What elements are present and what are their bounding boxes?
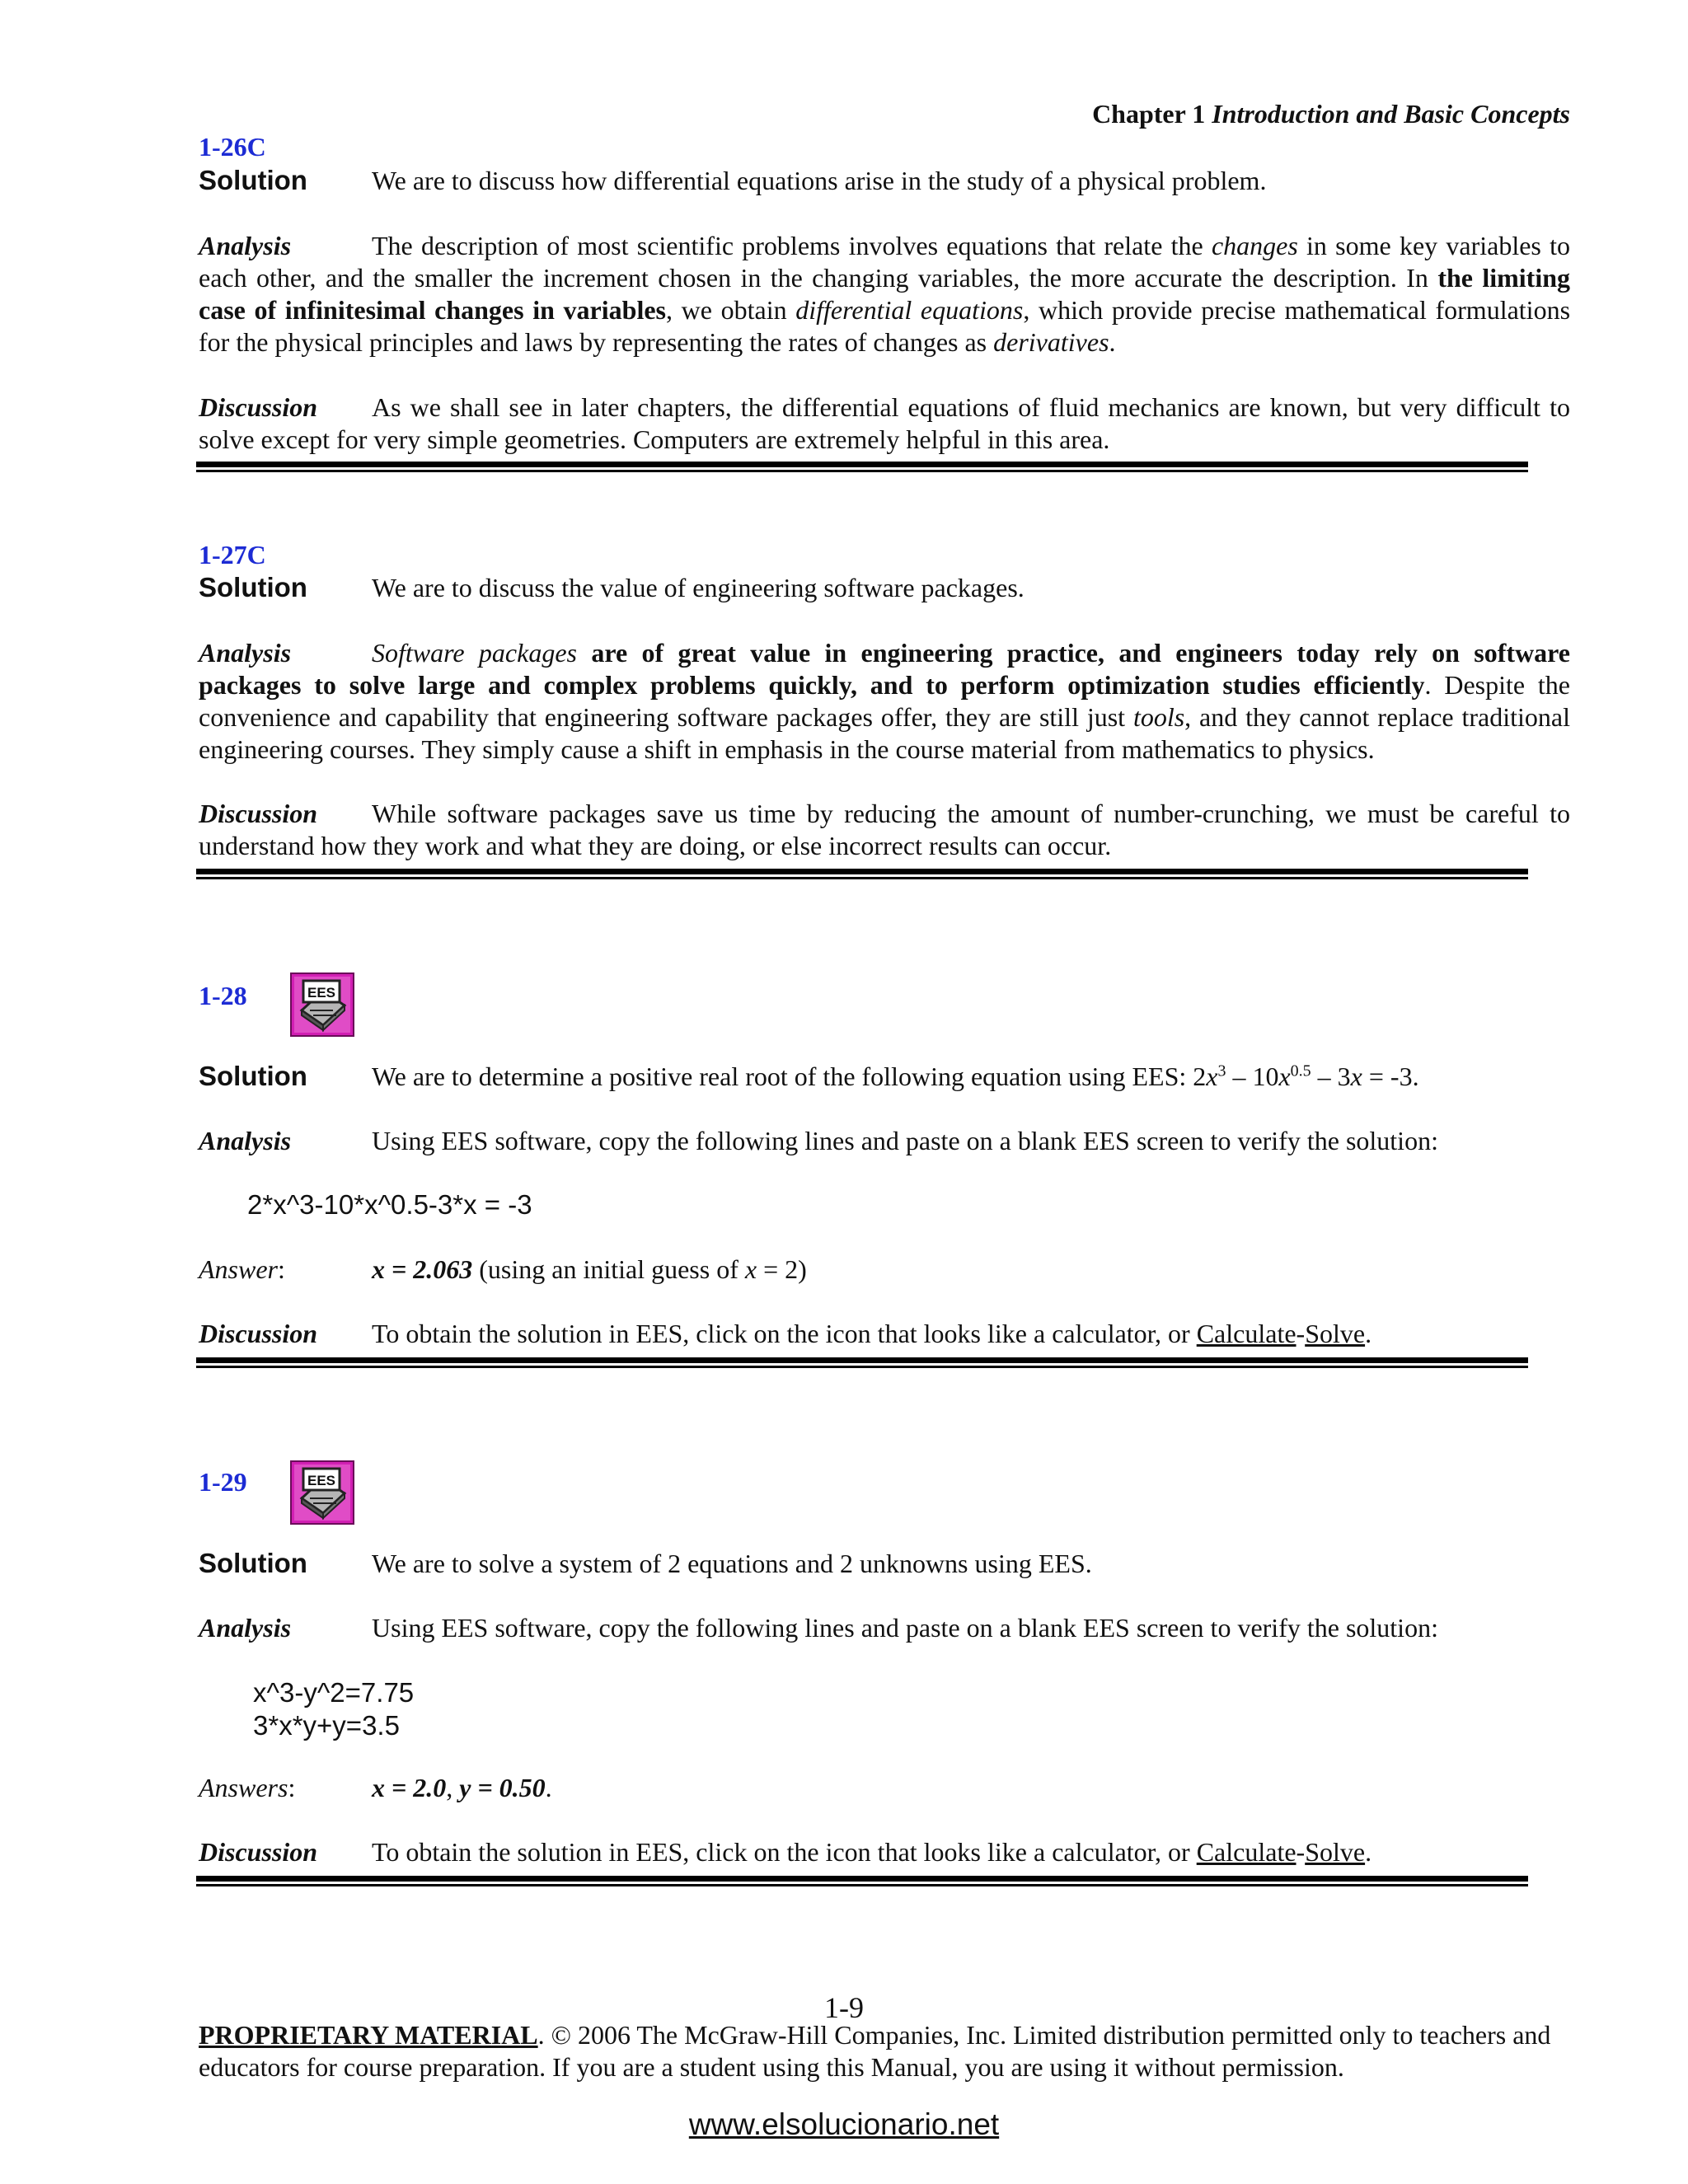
analysis-label: Analysis: [199, 1613, 292, 1643]
discussion-label: Discussion: [199, 1837, 318, 1867]
discussion-paragraph: [199, 391, 1570, 456]
answer-value: x = 2.0: [372, 1773, 447, 1802]
discussion-paragraph: [199, 798, 1570, 862]
menu-separator: -: [1296, 1319, 1306, 1348]
discussion-text: As we shall see in later chapters, the differential equations of fluid mechanics are known, but very difficult to solve except for very simple geometries. Computers are extremely helpful in this area.: [199, 392, 1570, 454]
answer-colon: :: [288, 1773, 296, 1802]
answer-text: [372, 1254, 807, 1285]
solution-text: We are to solve a system of 2 equations and 2 unknowns using EES.: [372, 1549, 1092, 1578]
calculate-menu-link[interactable]: Calculate: [1196, 1837, 1296, 1867]
problem-number-1-29: 1-29: [199, 1467, 247, 1497]
analysis-label: Analysis: [199, 638, 292, 668]
solve-menu-link[interactable]: Solve: [1305, 1319, 1366, 1348]
solution-text-lead: We are to determine a positive real root of the following equation using EES: 2: [372, 1062, 1207, 1091]
analysis-bold: the limiting case of infinitesimal changes in variables: [199, 263, 1571, 325]
answer-label: [199, 1254, 285, 1285]
discussion-label: Discussion: [199, 1319, 318, 1348]
solution-label: Solution: [199, 1061, 307, 1091]
problem-number-1-26c: 1-26C: [199, 132, 266, 162]
page-number: 1-9: [824, 1991, 864, 2024]
eq-variable: x: [1206, 1062, 1218, 1091]
problem-number-1-28: 1-28: [199, 981, 247, 1010]
discussion-text-lead: To obtain the solution in EES, click on the icon that looks like a calculator, or: [372, 1837, 1197, 1867]
eq-exponent: 0.5: [1290, 1062, 1311, 1080]
eq-variable: x: [1350, 1062, 1362, 1091]
section-divider: [196, 1876, 1528, 1886]
proprietary-notice: [199, 2019, 1600, 2083]
analysis-paragraph: [199, 230, 1570, 359]
answer-label: [199, 1773, 295, 1803]
discussion-text: [372, 1837, 1372, 1868]
answer-label-text: Answers: [199, 1773, 288, 1802]
eq-term: – 10: [1226, 1062, 1279, 1091]
solution-label: Solution: [199, 572, 307, 602]
analysis-text: in some key variables to each other, and the smaller the increment chosen in the changing variables, the more accurate the description. In: [199, 231, 1571, 293]
calculate-menu-link[interactable]: Calculate: [1196, 1319, 1296, 1348]
analysis-text: Using EES software, copy the following lines and paste on a blank EES screen to verify the solution:: [372, 1126, 1438, 1155]
analysis-label: Analysis: [199, 1126, 292, 1155]
discussion-text: [372, 1319, 1372, 1349]
analysis-emphasis: differential equations: [795, 295, 1024, 325]
answer-note: (using an initial guess of: [472, 1254, 745, 1284]
discussion-label: Discussion: [199, 392, 318, 422]
ees-icon-text: EES: [307, 985, 336, 1001]
solution-text: We are to discuss the value of engineering software packages.: [372, 573, 1025, 602]
section-divider: [196, 869, 1528, 879]
analysis-text: . Despite the convenience and capability that engineering software packages offer, they are still just: [199, 670, 1571, 732]
analysis-text: Using EES software, copy the following lines and paste on a blank EES screen to verify the solution:: [372, 1613, 1438, 1643]
ees-icon-text: EES: [307, 1473, 336, 1488]
analysis-paragraph: [199, 637, 1570, 766]
answer-note: = 2): [757, 1254, 807, 1284]
analysis-emphasis: tools: [1132, 702, 1185, 732]
discussion-text: While software packages save us time by reducing the amount of number-crunching, we must be careful to understand how they work and what they are doing, or else incorrect results can occur.: [199, 799, 1570, 860]
proprietary-label: PROPRIETARY MATERIAL: [199, 2020, 538, 2050]
solution-text: [372, 1062, 1419, 1092]
analysis-label: Analysis: [199, 231, 292, 260]
answer-note-var: x: [744, 1254, 757, 1284]
discussion-period: .: [1365, 1837, 1372, 1867]
website-link[interactable]: www.elsolucionario.net: [688, 2107, 1000, 2141]
solution-text: We are to discuss how differential equations arise in the study of a physical problem.: [372, 166, 1267, 195]
eq-variable: x: [1278, 1062, 1291, 1091]
answer-value: x = 2.063: [372, 1254, 473, 1284]
section-divider: [196, 1357, 1528, 1368]
eq-exponent: 3: [1217, 1062, 1226, 1080]
answer-value: y = 0.50: [459, 1773, 546, 1802]
analysis-emphasis: derivatives: [993, 327, 1109, 357]
ees-software-icon: [290, 1460, 351, 1521]
answer-label-text: Answer: [199, 1254, 278, 1284]
discussion-text-lead: To obtain the solution in EES, click on the icon that looks like a calculator, or: [372, 1319, 1197, 1348]
answer-text: [372, 1773, 552, 1803]
analysis-text: , we obtain: [666, 295, 796, 325]
eq-term: – 3: [1311, 1062, 1351, 1091]
answer-period: .: [545, 1773, 552, 1802]
analysis-emphasis: changes: [1211, 231, 1298, 260]
answer-separator: ,: [446, 1773, 460, 1802]
chapter-label: Chapter 1: [1092, 99, 1206, 129]
copyright-text: . © 2006 The McGraw-Hill Companies, Inc. Limited distribution permitted only to teachers and educators for course preparation. If you are a student using this Manual, you are using it without permission.: [199, 2020, 1551, 2082]
analysis-emphasis: Software packages: [372, 638, 577, 668]
discussion-label: Discussion: [199, 799, 318, 828]
ees-code-line: 2*x^3-10*x^0.5-3*x = -3: [247, 1189, 532, 1220]
analysis-text: The description of most scientific problems involves equations that relate the: [372, 231, 1212, 260]
solution-label: Solution: [199, 1548, 307, 1578]
ees-code-line: x^3-y^2=7.75: [253, 1677, 415, 1708]
chapter-header: [1092, 99, 1570, 129]
ees-code-line: 3*x*y+y=3.5: [253, 1710, 400, 1741]
discussion-period: .: [1365, 1319, 1372, 1348]
solve-menu-link[interactable]: Solve: [1305, 1837, 1366, 1867]
analysis-text: , and they cannot replace traditional engineering courses. They simply cause a shift in emphasis in the course material from mathematics to physics.: [199, 702, 1571, 764]
problem-number-1-27c: 1-27C: [199, 540, 266, 569]
solution-label: Solution: [199, 165, 307, 195]
ees-software-icon: [290, 972, 351, 1033]
chapter-title: Introduction and Basic Concepts: [1212, 99, 1570, 129]
analysis-text: .: [1109, 327, 1116, 357]
analysis-bold: are of great value in engineering practice, and engineers today rely on software packages to solve large and complex problems quickly, and to perform optimization studies efficiently: [199, 638, 1571, 700]
analysis-text: , which provide precise mathematical formulations for the physical principles and laws by representing the rates of changes as: [199, 295, 1571, 357]
answer-colon: :: [278, 1254, 285, 1284]
eq-end: = -3.: [1362, 1062, 1419, 1091]
section-divider: [196, 462, 1528, 472]
menu-separator: -: [1296, 1837, 1306, 1867]
